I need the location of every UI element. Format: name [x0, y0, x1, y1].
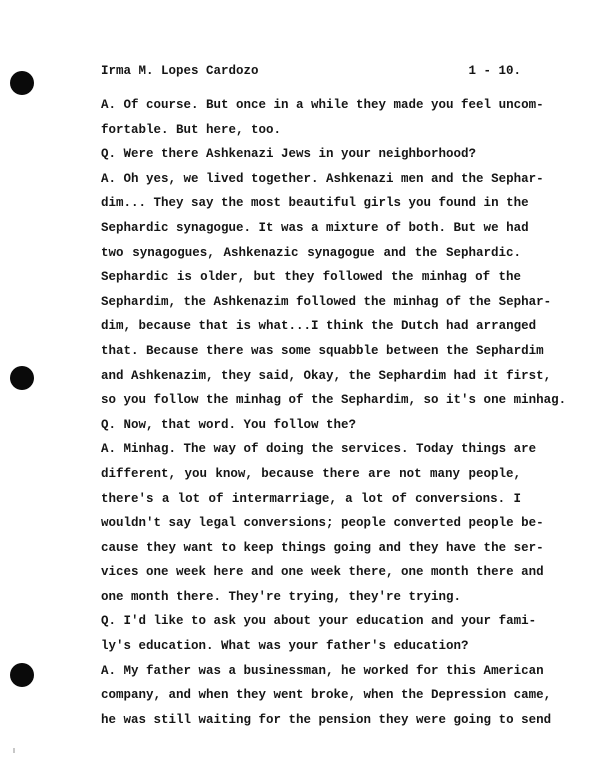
transcript-line: so you follow the minhag of the Sephardim, so it's one minhag. — [101, 393, 567, 408]
transcript-line: A. Minhag. The way of doing the services. Today things are — [101, 442, 537, 457]
transcript-line: and Ashkenazim, they said, Okay, the Sephardim had it first, — [101, 368, 552, 383]
transcript-line: one month there. They're trying, they're trying. — [101, 589, 462, 604]
transcript-line: A. Oh yes, we lived together. Ashkenazi men and the Sephar- — [101, 171, 544, 186]
interviewee-name: Irma M. Lopes Cardozo — [101, 64, 259, 78]
transcript-line: A. My father was a businessman, he worked for this American — [101, 663, 544, 678]
transcript-line: dim, because that is what...I think the Dutch had arranged — [101, 319, 537, 334]
scan-speck — [13, 748, 15, 753]
transcript-line: Q. Were there Ashkenazi Jews in your neighborhood? — [101, 147, 477, 162]
transcript-line: wouldn't say legal conversions; people converted people be- — [101, 516, 544, 531]
transcript-line: two synagogues, Ashkenazic synagogue and the Sephardic. — [101, 245, 521, 260]
transcript-line: fortable. But here, too. — [101, 122, 282, 137]
transcript-line: dim... They say the most beautiful girls you found in the — [101, 196, 529, 211]
transcript-line: Sephardic synagogue. It was a mixture of both. But we had — [101, 220, 529, 235]
transcript-line: company, and when they went broke, when the Depression came, — [101, 688, 552, 703]
transcript-line: A. Of course. But once in a while they made you feel uncom- — [101, 98, 544, 112]
transcript-line: vices one week here and one week there, one month there and — [101, 565, 544, 580]
transcript-body — [101, 96, 567, 735]
transcript-line: he was still waiting for the pension they were going to send — [101, 712, 552, 727]
transcript-line: different, you know, because there are not many people, — [101, 466, 521, 481]
transcript-line: Q. I'd like to ask you about your education and your fami- — [101, 614, 537, 629]
transcript-line: ly's education. What was your father's education? — [101, 639, 469, 654]
transcript-line: cause they want to keep things going and they have the ser- — [101, 540, 544, 555]
transcript-line: Q. Now, that word. You follow the? — [101, 417, 357, 432]
punch-hole-top — [10, 71, 34, 95]
transcript-line: Sephardim, the Ashkenazim followed the minhag of the Sephar- — [101, 294, 552, 309]
punch-hole-bottom — [10, 663, 34, 687]
transcript-line: there's a lot of intermarriage, a lot of conversions. I — [101, 491, 521, 506]
transcript-line: that. Because there was some squabble between the Sephardim — [101, 343, 544, 358]
punch-hole-middle — [10, 366, 34, 390]
transcript-line: Sephardic is older, but they followed the minhag of the — [101, 270, 521, 285]
page-number: 1 - 10. — [468, 64, 521, 78]
